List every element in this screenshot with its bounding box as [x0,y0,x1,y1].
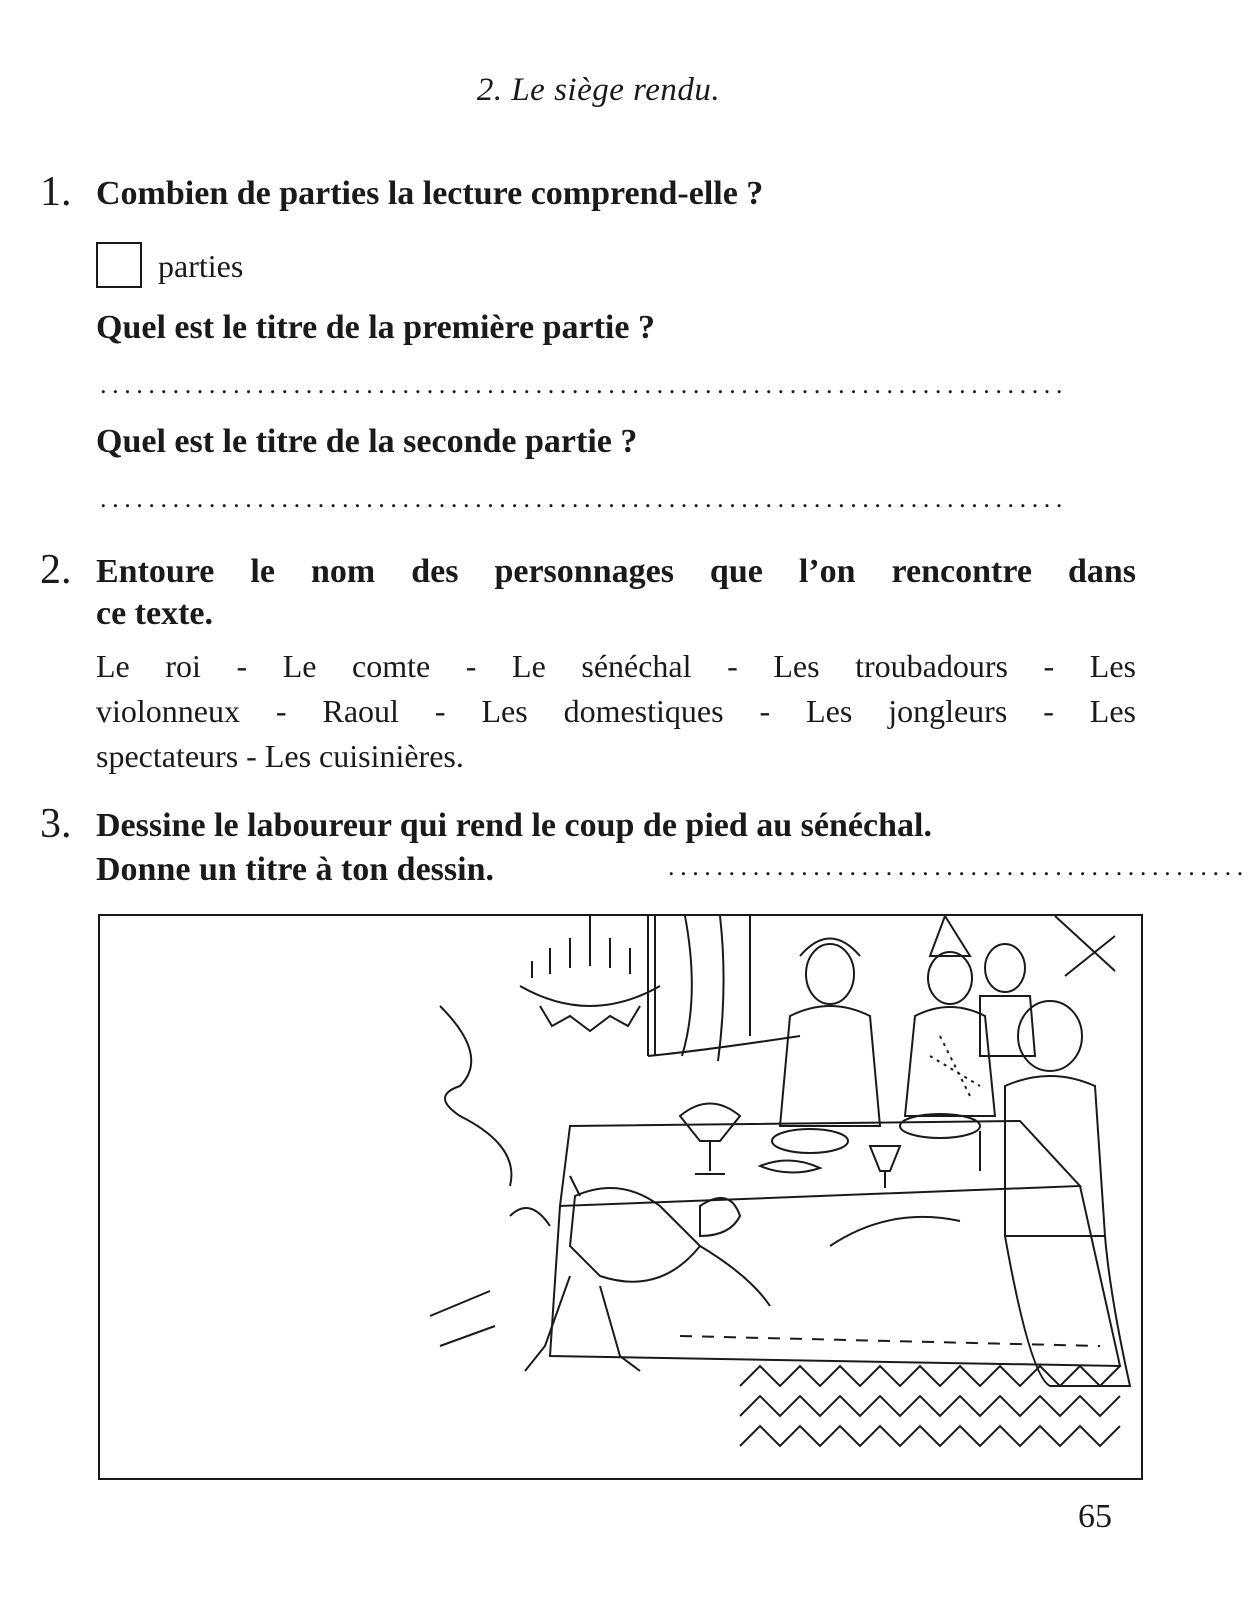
answer-line-second-title[interactable]: ................................................................................ [100,484,1068,513]
question-1-sub-1: Quel est le titre de la première partie ? [96,309,655,346]
floor-pattern-drawing [740,1366,1120,1446]
page-number: 65 [1078,1498,1112,1535]
question-1-number: 1. [40,169,72,215]
character-names-line-2: violonneux - Raoul - Les domestiques - Les jongleurs - Les [96,693,1136,729]
question-3-text-line-1: Dessine le laboureur qui rend le coup de pied au sénéchal. [96,807,932,844]
question-2-text-line-2: ce texte. [96,595,214,632]
question-1-sub-2: Quel est le titre de la seconde partie ? [96,423,638,460]
banquet-illustration [100,916,1140,1477]
character-names-line-1: Le roi - Le comte - Le sénéchal - Les troubadours - Les [96,648,1136,684]
illustration-frame[interactable] [98,914,1143,1480]
question-1-text: Combien de parties la lecture comprend-elle ? [96,175,764,212]
seated-king-drawing [780,939,880,1127]
answer-box-parts-count[interactable] [96,242,142,288]
seated-lady-drawing [905,916,995,1116]
answer-line-first-title[interactable]: ................................................................................ [100,370,1068,399]
character-names-line-3: spectateurs - Les cuisinières. [96,738,464,774]
question-2-text-line-1: Entoure le nom des personnages que l’on rencontre dans [96,553,1136,590]
drawing-title-line[interactable]: ................................................ [668,852,1249,881]
banquet-table-drawing [550,1104,1120,1367]
chandelier-drawing [520,916,660,1031]
question-3-text-line-2: Donne un titre à ton dessin. [96,851,494,888]
page-title: 2. Le siège rendu. [476,72,721,108]
question-2-number: 2. [40,547,72,593]
answer-box-label: parties [158,248,244,284]
question-3-number: 3. [40,801,72,847]
